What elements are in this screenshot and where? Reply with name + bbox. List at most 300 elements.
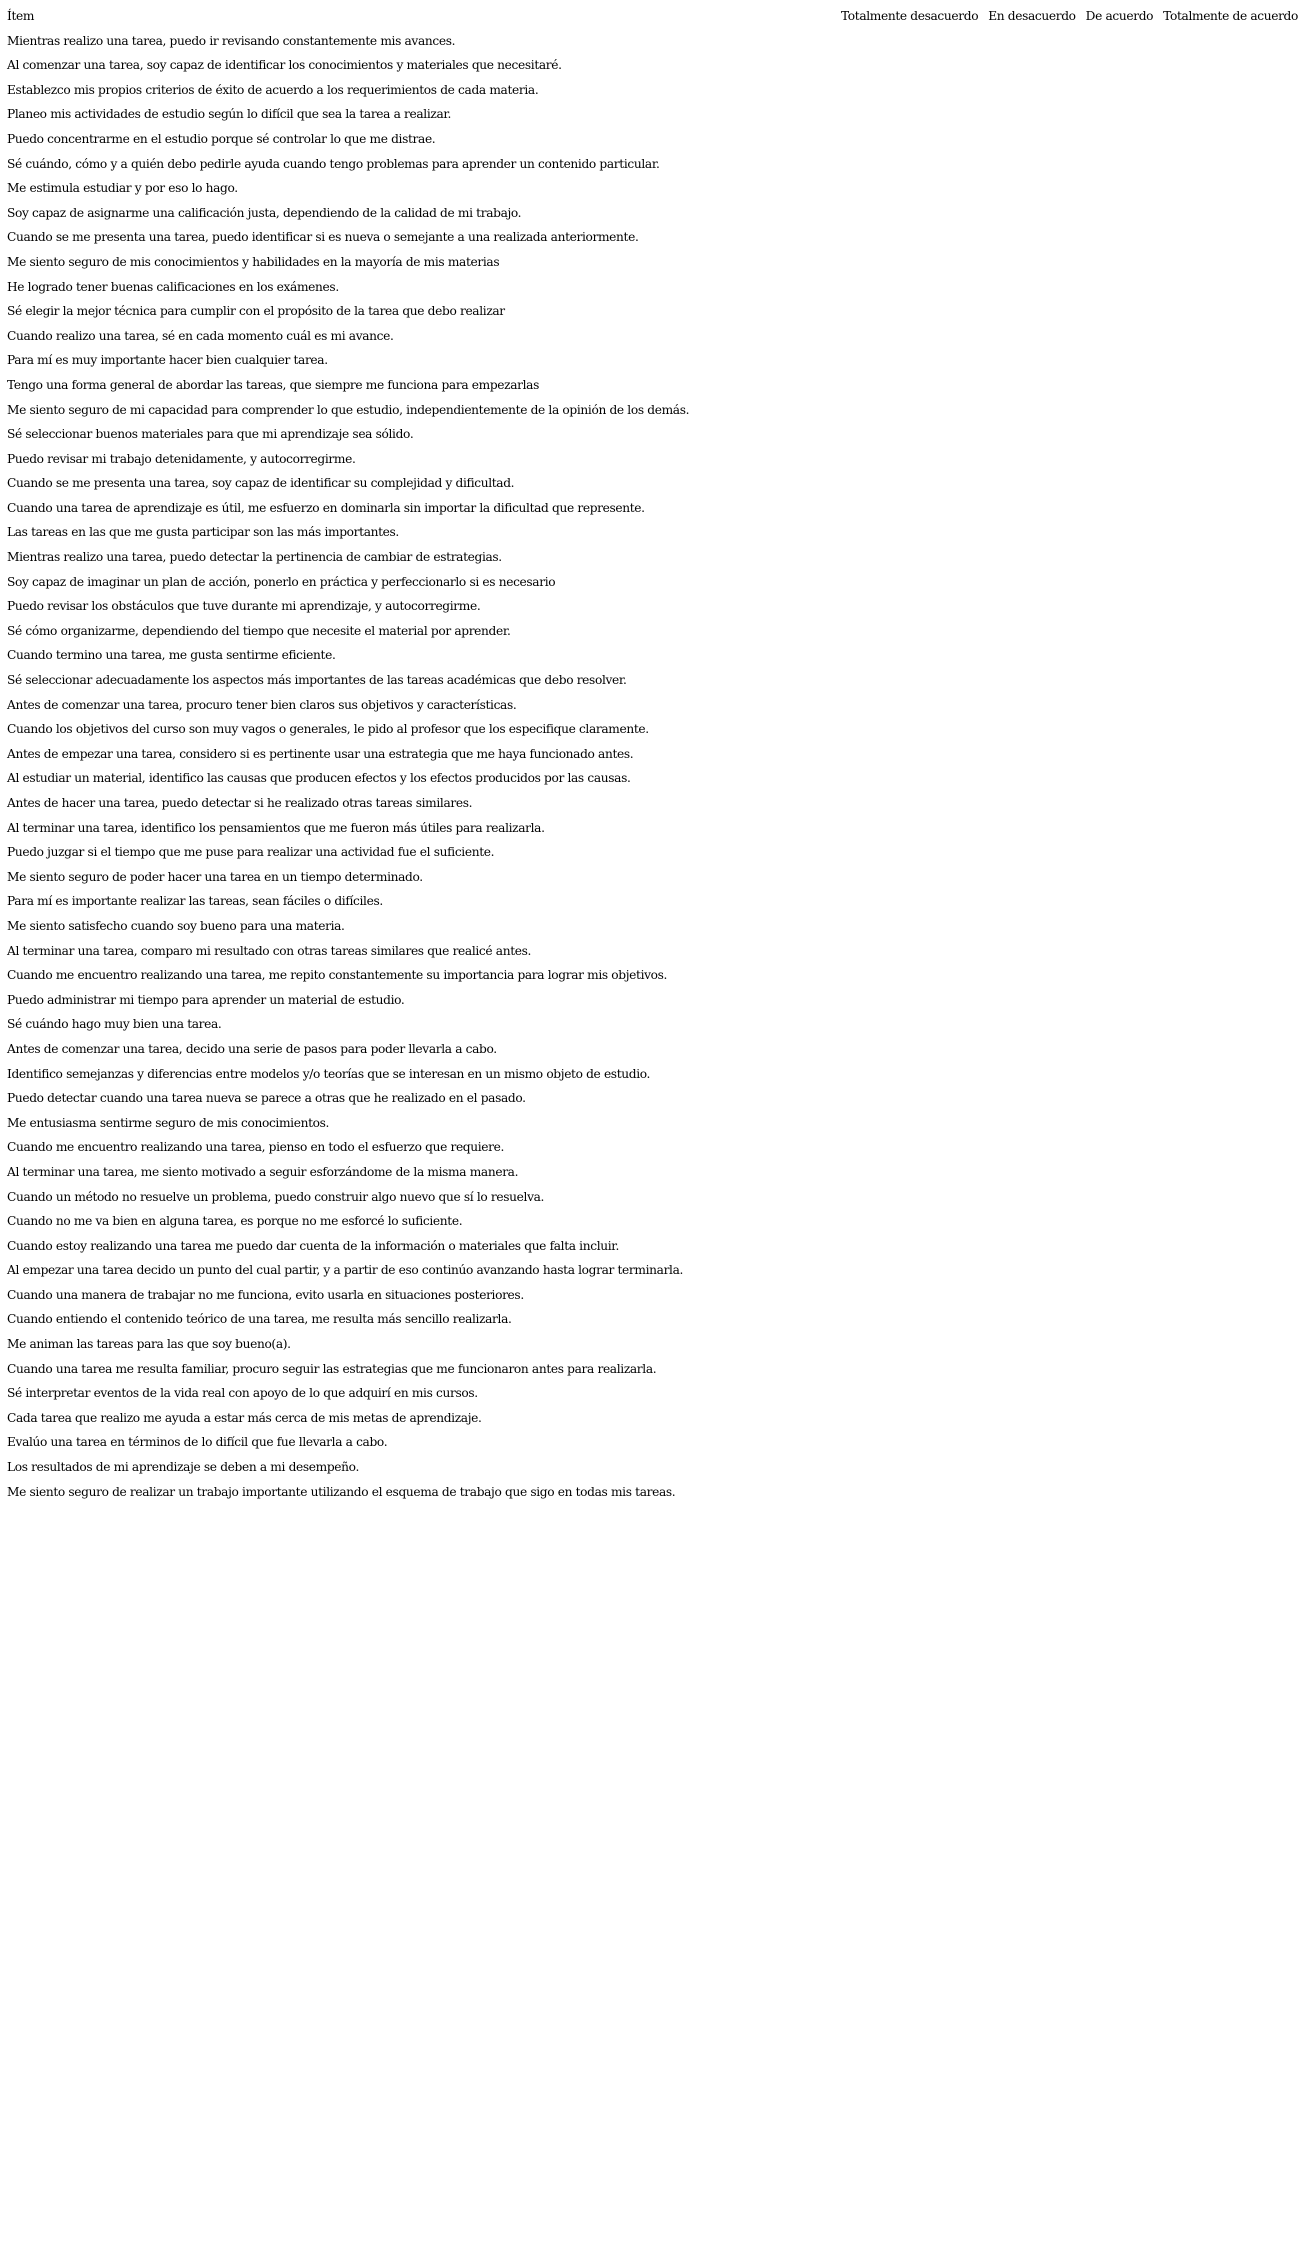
response-cell bbox=[1082, 766, 1157, 791]
response-cell bbox=[837, 176, 982, 201]
response-cell bbox=[1159, 816, 1302, 841]
item-text: Cuando no me va bien en alguna tarea, es porque no me esforcé lo suficiente. bbox=[7, 1214, 463, 1229]
table-row bbox=[6, 963, 1302, 988]
response-cell bbox=[1159, 78, 1302, 103]
item-text: Antes de comenzar una tarea, procuro tener bien claros sus objetivos y características. bbox=[7, 697, 517, 712]
item-text: Cuando los objetivos del curso son muy vagos o generales, le pido al profesor que los especifique claramente. bbox=[7, 722, 649, 737]
response-cell bbox=[837, 914, 982, 939]
response-cell bbox=[984, 348, 1079, 373]
response-cell bbox=[837, 471, 982, 496]
item-text: Me entusiasma sentirme seguro de mis conocimientos. bbox=[7, 1115, 330, 1130]
response-cell bbox=[1082, 717, 1157, 742]
response-cell bbox=[984, 299, 1079, 324]
table-row bbox=[6, 127, 1302, 152]
table-row bbox=[6, 1135, 1302, 1160]
response-cell bbox=[1159, 1307, 1302, 1332]
response-cell bbox=[837, 619, 982, 644]
response-cell bbox=[984, 545, 1079, 570]
item-text: Soy capaz de imaginar un plan de acción, ponerlo en práctica y perfeccionarlo si es necesario bbox=[7, 574, 556, 589]
response-cell bbox=[1082, 1283, 1157, 1308]
table-row bbox=[6, 1062, 1302, 1087]
response-cell bbox=[984, 496, 1079, 521]
table-row bbox=[6, 1234, 1302, 1259]
response-cell bbox=[1159, 1258, 1302, 1283]
response-cell bbox=[984, 1135, 1079, 1160]
item-text: Cuando se me presenta una tarea, soy capaz de identificar su complejidad y dificultad. bbox=[7, 476, 515, 491]
response-cell bbox=[837, 717, 982, 742]
response-cell bbox=[1159, 1160, 1302, 1185]
table-row bbox=[6, 152, 1302, 177]
response-cell bbox=[837, 1258, 982, 1283]
response-cell bbox=[837, 1332, 982, 1357]
response-cell bbox=[1082, 791, 1157, 816]
item-text: Cuando una manera de trabajar no me funciona, evito usarla en situaciones posteriores. bbox=[7, 1287, 524, 1302]
response-cell bbox=[1159, 102, 1302, 127]
response-cell bbox=[1082, 471, 1157, 496]
response-cell bbox=[1159, 398, 1302, 423]
response-cell bbox=[837, 1480, 982, 1505]
item-text: Sé cuándo, cómo y a quién debo pedirle ayuda cuando tengo problemas para aprender un contenido particular. bbox=[7, 156, 660, 171]
response-cell bbox=[1159, 717, 1302, 742]
response-cell bbox=[1082, 1062, 1157, 1087]
item-text: Al empezar una tarea decido un punto del cual partir, y a partir de eso continúo avanzando hasta lograr terminarla. bbox=[7, 1263, 684, 1278]
item-text: Puedo concentrarme en el estudio porque sé controlar lo que me distrae. bbox=[7, 131, 436, 146]
response-cell bbox=[837, 1111, 982, 1136]
item-text: Cuando se me presenta una tarea, puedo identificar si es nueva o semejante a una realizada anteriormente. bbox=[7, 230, 639, 245]
table-row bbox=[6, 840, 1302, 865]
item-text: Me animan las tareas para las que soy bueno(a). bbox=[7, 1337, 291, 1352]
response-cell bbox=[984, 1455, 1079, 1480]
item-text: Me siento seguro de poder hacer una tarea en un tiempo determinado. bbox=[7, 869, 423, 884]
item-text: Puedo revisar mi trabajo detenidamente, y autocorregirme. bbox=[7, 451, 356, 466]
table-row bbox=[6, 1185, 1302, 1210]
response-cell bbox=[1159, 422, 1302, 447]
response-cell bbox=[984, 1406, 1079, 1431]
column-header-totalmente-desacuerdo: Totalmente desacuerdo bbox=[840, 9, 979, 23]
item-text: Puedo juzgar si el tiempo que me puse para realizar una actividad fue el suficiente. bbox=[7, 845, 495, 860]
response-cell bbox=[984, 570, 1079, 595]
response-cell bbox=[837, 1135, 982, 1160]
response-cell bbox=[1159, 1283, 1302, 1308]
response-cell bbox=[1159, 324, 1302, 349]
item-text: Sé seleccionar adecuadamente los aspectos más importantes de las tareas académicas que debo resolver. bbox=[7, 673, 627, 688]
table-row bbox=[6, 275, 1302, 300]
item-text: Al comenzar una tarea, soy capaz de identificar los conocimientos y materiales que necesitaré. bbox=[7, 58, 562, 73]
item-text: Puedo administrar mi tiempo para aprender un material de estudio. bbox=[7, 992, 405, 1007]
response-cell bbox=[837, 1430, 982, 1455]
response-cell bbox=[1082, 348, 1157, 373]
response-cell bbox=[1159, 1135, 1302, 1160]
table-row bbox=[6, 1258, 1302, 1283]
response-cell bbox=[984, 471, 1079, 496]
response-cell bbox=[1082, 127, 1157, 152]
response-cell bbox=[984, 53, 1079, 78]
response-cell bbox=[1082, 373, 1157, 398]
response-cell bbox=[984, 1160, 1079, 1185]
column-header-de-acuerdo: De acuerdo bbox=[1085, 9, 1154, 23]
response-cell bbox=[837, 78, 982, 103]
response-cell bbox=[1159, 471, 1302, 496]
table-row bbox=[6, 1307, 1302, 1332]
response-cell bbox=[1082, 1234, 1157, 1259]
response-cell bbox=[1082, 1185, 1157, 1210]
response-cell bbox=[1082, 422, 1157, 447]
response-cell bbox=[984, 816, 1079, 841]
response-cell bbox=[837, 496, 982, 521]
response-cell bbox=[984, 668, 1079, 693]
response-cell bbox=[984, 1086, 1079, 1111]
table-row bbox=[6, 176, 1302, 201]
response-cell bbox=[1159, 520, 1302, 545]
item-text: Cuando realizo una tarea, sé en cada momento cuál es mi avance. bbox=[7, 328, 394, 343]
response-cell bbox=[1082, 1135, 1157, 1160]
response-cell bbox=[837, 127, 982, 152]
response-cell bbox=[837, 668, 982, 693]
response-cell bbox=[1082, 1381, 1157, 1406]
table-row bbox=[6, 1332, 1302, 1357]
response-cell bbox=[984, 914, 1079, 939]
response-cell bbox=[1159, 766, 1302, 791]
response-cell bbox=[1082, 643, 1157, 668]
response-cell bbox=[1159, 1012, 1302, 1037]
response-cell bbox=[1082, 1086, 1157, 1111]
response-cell bbox=[837, 545, 982, 570]
response-cell bbox=[984, 1357, 1079, 1382]
response-cell bbox=[837, 1357, 982, 1382]
response-cell bbox=[1159, 545, 1302, 570]
response-cell bbox=[984, 1430, 1079, 1455]
response-cell bbox=[1082, 398, 1157, 423]
response-cell bbox=[1082, 865, 1157, 890]
response-cell bbox=[984, 398, 1079, 423]
table-row bbox=[6, 717, 1302, 742]
response-cell bbox=[1082, 1111, 1157, 1136]
response-cell bbox=[1082, 176, 1157, 201]
response-cell bbox=[984, 619, 1079, 644]
item-text: Cuando me encuentro realizando una tarea, pienso en todo el esfuerzo que requiere. bbox=[7, 1140, 505, 1155]
response-cell bbox=[837, 1283, 982, 1308]
response-cell bbox=[1159, 840, 1302, 865]
response-cell bbox=[984, 1037, 1079, 1062]
table-row bbox=[6, 1012, 1302, 1037]
item-text: Me siento satisfecho cuando soy bueno para una materia. bbox=[7, 918, 345, 933]
table-row bbox=[6, 53, 1302, 78]
item-text: Las tareas en las que me gusta participar son las más importantes. bbox=[7, 525, 399, 540]
response-cell bbox=[1082, 1307, 1157, 1332]
table-row bbox=[6, 643, 1302, 668]
item-text: Establezco mis propios criterios de éxito de acuerdo a los requerimientos de cada materia. bbox=[7, 82, 539, 97]
table-row bbox=[6, 29, 1302, 54]
response-cell bbox=[837, 766, 982, 791]
table-row bbox=[6, 1037, 1302, 1062]
response-cell bbox=[1159, 447, 1302, 472]
response-cell bbox=[984, 1185, 1079, 1210]
response-cell bbox=[837, 250, 982, 275]
response-cell bbox=[1082, 570, 1157, 595]
response-cell bbox=[837, 570, 982, 595]
response-cell bbox=[1159, 1037, 1302, 1062]
response-cell bbox=[837, 275, 982, 300]
response-cell bbox=[1159, 1209, 1302, 1234]
response-cell bbox=[984, 1012, 1079, 1037]
response-cell bbox=[1082, 152, 1157, 177]
table-row bbox=[6, 1381, 1302, 1406]
response-cell bbox=[984, 1307, 1079, 1332]
response-cell bbox=[837, 348, 982, 373]
table-row bbox=[6, 78, 1302, 103]
response-cell bbox=[837, 447, 982, 472]
item-text: Al estudiar un material, identifico las causas que producen efectos y los efectos producidos por las causas. bbox=[7, 771, 631, 786]
response-cell bbox=[837, 1406, 982, 1431]
response-cell bbox=[984, 742, 1079, 767]
item-text: Mientras realizo una tarea, puedo ir revisando constantemente mis avances. bbox=[7, 33, 456, 48]
item-text: Soy capaz de asignarme una calificación justa, dependiendo de la calidad de mi trabajo. bbox=[7, 205, 522, 220]
table-row bbox=[6, 545, 1302, 570]
column-header-item: Ítem bbox=[7, 9, 35, 23]
item-text: Tengo una forma general de abordar las tareas, que siempre me funciona para empezarlas bbox=[7, 377, 539, 392]
item-text: Para mí es importante realizar las tareas, sean fáciles o difíciles. bbox=[7, 894, 383, 909]
table-row bbox=[6, 447, 1302, 472]
response-cell bbox=[837, 988, 982, 1013]
table-row bbox=[6, 1086, 1302, 1111]
response-cell bbox=[1082, 594, 1157, 619]
item-text: Evalúo una tarea en términos de lo difícil que fue llevarla a cabo. bbox=[7, 1435, 388, 1450]
table-row bbox=[6, 742, 1302, 767]
response-cell bbox=[1159, 1062, 1302, 1087]
response-cell bbox=[1082, 1430, 1157, 1455]
table-row bbox=[6, 766, 1302, 791]
response-cell bbox=[1159, 914, 1302, 939]
response-cell bbox=[1082, 78, 1157, 103]
response-cell bbox=[1159, 1480, 1302, 1505]
item-text: Cuando un método no resuelve un problema, puedo construir algo nuevo que sí lo resuelva. bbox=[7, 1189, 545, 1204]
item-text: Cuando me encuentro realizando una tarea, me repito constantemente su importancia para lograr mis objetivos. bbox=[7, 968, 668, 983]
response-cell bbox=[1082, 225, 1157, 250]
item-text: Sé interpretar eventos de la vida real con apoyo de lo que adquirí en mis cursos. bbox=[7, 1386, 478, 1401]
response-cell bbox=[1082, 963, 1157, 988]
response-cell bbox=[984, 373, 1079, 398]
item-text: Antes de hacer una tarea, puedo detectar si he realizado otras tareas similares. bbox=[7, 796, 473, 810]
item-text: Me estimula estudiar y por eso lo hago. bbox=[7, 181, 238, 196]
response-cell bbox=[1082, 1357, 1157, 1382]
response-cell bbox=[837, 102, 982, 127]
item-text: Al terminar una tarea, identifico los pensamientos que me fueron más útiles para realizarla. bbox=[7, 820, 545, 835]
table-row bbox=[6, 668, 1302, 693]
survey-rows bbox=[6, 29, 1302, 1505]
response-cell bbox=[1082, 29, 1157, 54]
item-text: Sé cuándo hago muy bien una tarea. bbox=[7, 1017, 222, 1032]
response-cell bbox=[1159, 693, 1302, 718]
response-cell bbox=[1159, 29, 1302, 54]
response-cell bbox=[1159, 1357, 1302, 1382]
table-row bbox=[6, 816, 1302, 841]
item-text: Cuando entiendo el contenido teórico de una tarea, me resulta más sencillo realizarla. bbox=[7, 1312, 512, 1327]
response-cell bbox=[837, 643, 982, 668]
item-text: Antes de comenzar una tarea, decido una serie de pasos para poder llevarla a cabo. bbox=[7, 1041, 497, 1056]
response-cell bbox=[1082, 324, 1157, 349]
response-cell bbox=[984, 1234, 1079, 1259]
response-cell bbox=[1082, 275, 1157, 300]
response-cell bbox=[837, 889, 982, 914]
survey-table bbox=[4, 4, 1304, 1504]
response-cell bbox=[984, 1209, 1079, 1234]
table-row bbox=[6, 594, 1302, 619]
item-text: Cada tarea que realizo me ayuda a estar más cerca de mis metas de aprendizaje. bbox=[7, 1410, 482, 1425]
response-cell bbox=[1159, 1185, 1302, 1210]
response-cell bbox=[1082, 201, 1157, 226]
response-cell bbox=[1159, 176, 1302, 201]
response-cell bbox=[984, 201, 1079, 226]
response-cell bbox=[1082, 1455, 1157, 1480]
response-cell bbox=[837, 816, 982, 841]
response-cell bbox=[1082, 53, 1157, 78]
item-text: Cuando una tarea me resulta familiar, procuro seguir las estrategias que me funcionaron antes para realizarla. bbox=[7, 1361, 657, 1376]
item-text: Me siento seguro de mi capacidad para comprender lo que estudio, independientemente de la opinión de los demás. bbox=[7, 402, 690, 417]
table-row bbox=[6, 865, 1302, 890]
response-cell bbox=[1159, 373, 1302, 398]
response-cell bbox=[1159, 1234, 1302, 1259]
response-cell bbox=[984, 152, 1079, 177]
response-cell bbox=[837, 840, 982, 865]
response-cell bbox=[984, 250, 1079, 275]
response-cell bbox=[1082, 520, 1157, 545]
response-cell bbox=[1159, 1430, 1302, 1455]
response-cell bbox=[1159, 53, 1302, 78]
response-cell bbox=[1159, 939, 1302, 964]
response-cell bbox=[984, 275, 1079, 300]
response-cell bbox=[1082, 914, 1157, 939]
table-row bbox=[6, 1357, 1302, 1382]
response-cell bbox=[837, 520, 982, 545]
table-row bbox=[6, 520, 1302, 545]
response-cell bbox=[837, 1062, 982, 1087]
response-cell bbox=[1082, 1037, 1157, 1062]
response-cell bbox=[984, 225, 1079, 250]
response-cell bbox=[1082, 1406, 1157, 1431]
response-cell bbox=[984, 1258, 1079, 1283]
response-cell bbox=[984, 939, 1079, 964]
response-cell bbox=[984, 176, 1079, 201]
response-cell bbox=[1082, 1012, 1157, 1037]
response-cell bbox=[984, 324, 1079, 349]
response-cell bbox=[837, 594, 982, 619]
table-row bbox=[6, 250, 1302, 275]
table-row bbox=[6, 1480, 1302, 1505]
response-cell bbox=[984, 422, 1079, 447]
response-cell bbox=[837, 422, 982, 447]
table-row bbox=[6, 102, 1302, 127]
response-cell bbox=[1159, 1455, 1302, 1480]
item-text: Cuando termino una tarea, me gusta sentirme eficiente. bbox=[7, 648, 336, 663]
response-cell bbox=[837, 742, 982, 767]
response-cell bbox=[984, 766, 1079, 791]
response-cell bbox=[837, 1234, 982, 1259]
response-cell bbox=[1159, 348, 1302, 373]
response-cell bbox=[984, 1062, 1079, 1087]
response-cell bbox=[837, 1160, 982, 1185]
table-row bbox=[6, 988, 1302, 1013]
table-row bbox=[6, 693, 1302, 718]
item-text: Para mí es muy importante hacer bien cualquier tarea. bbox=[7, 353, 328, 368]
item-text: Mientras realizo una tarea, puedo detectar la pertinencia de cambiar de estrategias. bbox=[7, 550, 502, 565]
response-cell bbox=[1159, 668, 1302, 693]
item-text: Puedo detectar cuando una tarea nueva se parece a otras que he realizado en el pasado. bbox=[7, 1091, 526, 1106]
response-cell bbox=[984, 889, 1079, 914]
response-cell bbox=[1082, 693, 1157, 718]
response-cell bbox=[984, 840, 1079, 865]
response-cell bbox=[984, 1332, 1079, 1357]
response-cell bbox=[1082, 619, 1157, 644]
response-cell bbox=[1159, 1406, 1302, 1431]
response-cell bbox=[1082, 988, 1157, 1013]
response-cell bbox=[1082, 889, 1157, 914]
item-text: Sé cómo organizarme, dependiendo del tiempo que necesite el material por aprender. bbox=[7, 623, 511, 638]
response-cell bbox=[837, 693, 982, 718]
response-cell bbox=[1082, 496, 1157, 521]
response-cell bbox=[1159, 152, 1302, 177]
table-row bbox=[6, 348, 1302, 373]
table-row bbox=[6, 201, 1302, 226]
response-cell bbox=[984, 1283, 1079, 1308]
response-cell bbox=[1159, 1332, 1302, 1357]
response-cell bbox=[1159, 643, 1302, 668]
response-cell bbox=[1159, 250, 1302, 275]
table-row bbox=[6, 791, 1302, 816]
item-text: Cuando una tarea de aprendizaje es útil, me esfuerzo en dominarla sin importar la dificultad que represente. bbox=[7, 500, 645, 515]
response-cell bbox=[837, 53, 982, 78]
response-cell bbox=[1159, 619, 1302, 644]
response-cell bbox=[1159, 742, 1302, 767]
item-text: Puedo revisar los obstáculos que tuve durante mi aprendizaje, y autocorregirme. bbox=[7, 599, 481, 614]
response-cell bbox=[984, 594, 1079, 619]
table-row bbox=[6, 939, 1302, 964]
table-row bbox=[6, 1209, 1302, 1234]
item-text: Sé seleccionar buenos materiales para que mi aprendizaje sea sólido. bbox=[7, 427, 414, 442]
response-cell bbox=[1159, 988, 1302, 1013]
response-cell bbox=[984, 988, 1079, 1013]
response-cell bbox=[1082, 668, 1157, 693]
column-header-en-desacuerdo: En desacuerdo bbox=[988, 9, 1076, 23]
response-cell bbox=[1159, 963, 1302, 988]
table-row bbox=[6, 496, 1302, 521]
response-cell bbox=[1082, 102, 1157, 127]
response-cell bbox=[837, 1185, 982, 1210]
item-text: Me siento seguro de mis conocimientos y habilidades en la mayoría de mis materias bbox=[7, 254, 500, 269]
table-row bbox=[6, 1455, 1302, 1480]
response-cell bbox=[837, 201, 982, 226]
table-row bbox=[6, 373, 1302, 398]
response-cell bbox=[837, 1307, 982, 1332]
response-cell bbox=[837, 225, 982, 250]
response-cell bbox=[1082, 1332, 1157, 1357]
response-cell bbox=[1082, 840, 1157, 865]
table-row bbox=[6, 1111, 1302, 1136]
table-row bbox=[6, 889, 1302, 914]
table-row bbox=[6, 299, 1302, 324]
response-cell bbox=[837, 1381, 982, 1406]
response-cell bbox=[984, 127, 1079, 152]
response-cell bbox=[837, 398, 982, 423]
column-header-totalmente-de-acuerdo: Totalmente de acuerdo bbox=[1163, 9, 1298, 23]
table-row bbox=[6, 225, 1302, 250]
response-cell bbox=[1082, 447, 1157, 472]
response-cell bbox=[984, 693, 1079, 718]
table-row bbox=[6, 1283, 1302, 1308]
response-cell bbox=[837, 963, 982, 988]
response-cell bbox=[1159, 594, 1302, 619]
item-text: Los resultados de mi aprendizaje se deben a mi desempeño. bbox=[7, 1460, 359, 1475]
response-cell bbox=[1159, 275, 1302, 300]
